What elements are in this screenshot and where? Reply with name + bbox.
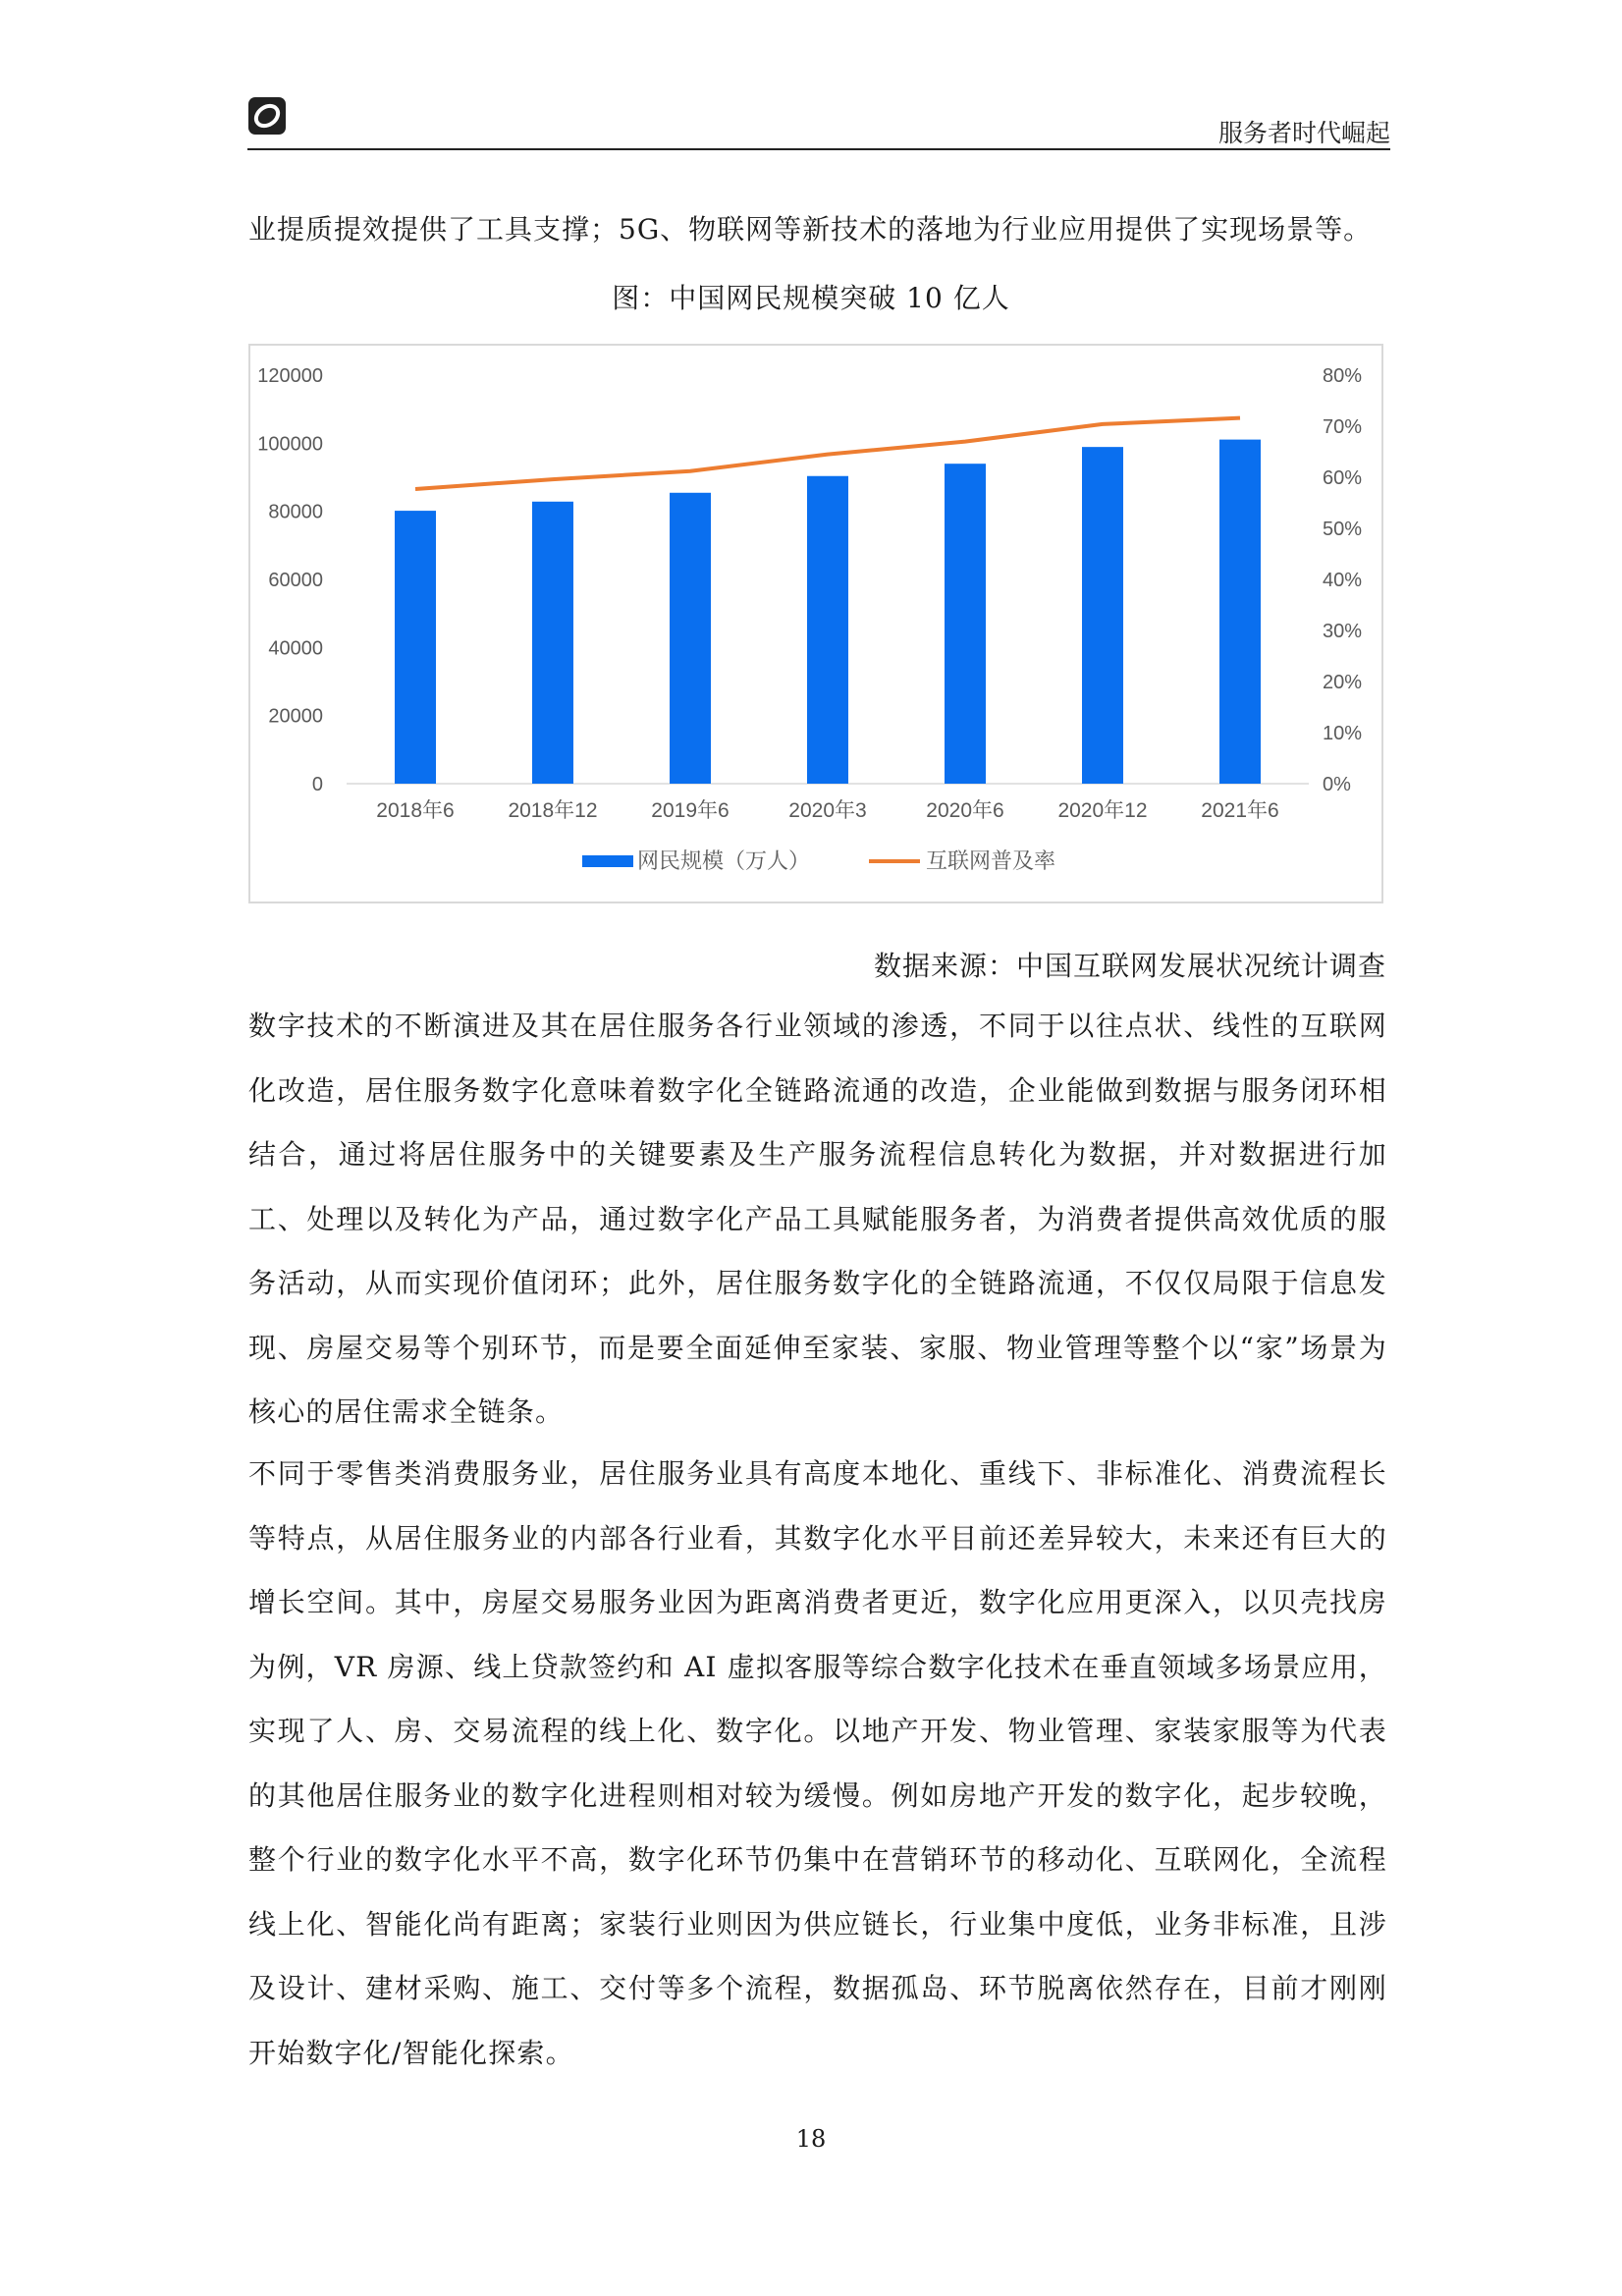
figure-title: 图：中国网民规模突破 10 亿人	[612, 282, 1010, 314]
paragraph-2: 不同于零售类消费服务业，居住服务业具有高度本地化、重线下、非标准化、消费流程长等特点，从居住服务业的内部各行业看，其数字化水平目前还差异较大，未来还有巨大的增长空间。其中，房屋交易服务业因为距离消费者更近，数字化应用更深入，以贝壳找房为例，VR 房源、线上贷款签约和 AI 虚拟客服等综合数字化技术在垂直领域多场景应用，实现了人、房、交易流程的线上化、数字化。以地产开发、物业管理、家装家服等为代表的其他居住服务业的数字化进程则相对较为缓慢。例如房地产开发的数字化，起步较晚，整个行业的数字化水平不高，数字化环节仍集中在营销环节的移动化、互联网化，全流程线上化、智能化尚有距离；家装行业则因为供应链长，行业集中度低，业务非标准，且涉及设计、建材采购、施工、交付等多个流程，数据孤岛、环节脱离依然存在，目前才刚刚开始数字化/智能化探索。	[248, 1457, 1387, 2069]
left-tick-label: 20000	[268, 705, 323, 728]
left-tick-label: 40000	[268, 637, 323, 660]
x-tick-label: 2018年12	[508, 799, 598, 822]
lead-line: 业提质提效提供了工具支撑；5G、物联网等新技术的落地为行业应用提供了实现场景等。	[248, 213, 1373, 246]
bar	[670, 493, 711, 784]
right-tick-label: 60%	[1323, 467, 1363, 489]
bar	[395, 511, 436, 784]
header-title: 服务者时代崛起	[1217, 119, 1390, 147]
right-tick-label: 80%	[1323, 365, 1363, 387]
chart-frame	[248, 344, 1383, 903]
x-tick-label: 2020年12	[1057, 799, 1148, 822]
paragraph-1: 数字技术的不断演进及其在居住服务各行业领域的渗透，不同于以往点状、线性的互联网化改造，居住服务数字化意味着数字化全链路流通的改造，企业能做到数据与服务闭环相结合，通过将居住服务中的关键要素及生产服务流程信息转化为数据，并对数据进行加工、处理以及转化为产品，通过数字化产品工具赋能服务者，为消费者提供高效优质的服务活动，从而实现价值闭环；此外，居住服务数字化的全链路流通，不仅仅局限于信息发现、房屋交易等个别环节，而是要全面延伸至家装、家服、物业管理等整个以“家”场景为核心的居住需求全链条。	[248, 1010, 1387, 1428]
legend-label-bars: 网民规模（万人）	[637, 848, 811, 873]
bar	[1082, 447, 1123, 784]
x-tick-label: 2020年3	[788, 799, 867, 822]
left-tick-label: 80000	[268, 501, 323, 523]
figure-source: 数据来源：中国互联网发展状况统计调查	[873, 950, 1386, 982]
page-number: 18	[795, 2125, 827, 2153]
internet-users-chart	[250, 346, 1381, 902]
left-tick-label: 100000	[257, 433, 323, 456]
left-tick-label: 60000	[268, 570, 323, 591]
x-tick-label: 2021年6	[1201, 799, 1279, 822]
x-tick-label: 2020年6	[926, 799, 1004, 822]
legend-swatch-bars	[582, 855, 633, 867]
bar	[1219, 440, 1261, 784]
legend-label-line: 互联网普及率	[926, 848, 1056, 873]
left-tick-label: 120000	[257, 365, 323, 387]
bar	[945, 464, 986, 784]
header-rule	[247, 148, 1390, 150]
right-tick-label: 20%	[1323, 672, 1363, 693]
right-tick-label: 0%	[1323, 774, 1351, 795]
left-tick-label: 0	[311, 774, 323, 795]
rounded-square-logo-icon	[247, 96, 287, 136]
right-tick-label: 10%	[1323, 723, 1363, 744]
bar	[807, 476, 848, 784]
right-tick-label: 70%	[1323, 416, 1363, 438]
right-tick-label: 40%	[1323, 570, 1363, 591]
bar	[532, 502, 573, 784]
right-tick-label: 30%	[1323, 621, 1363, 642]
right-tick-label: 50%	[1323, 519, 1363, 540]
x-tick-label: 2019年6	[651, 799, 730, 822]
x-tick-label: 2018年6	[376, 799, 455, 822]
